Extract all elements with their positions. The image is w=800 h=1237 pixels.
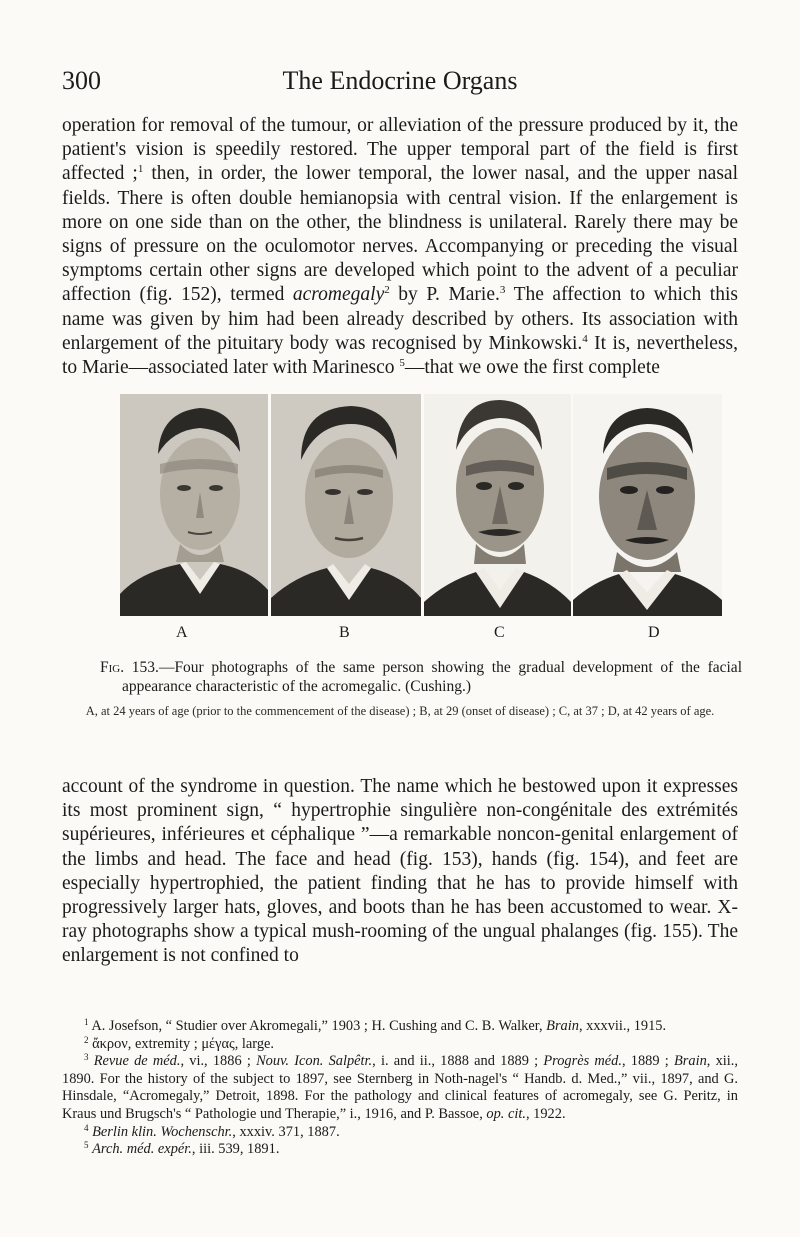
photo-d <box>573 394 722 616</box>
footnote-3 <box>62 1053 738 1123</box>
footnote-ref: 5 <box>399 357 405 370</box>
caption-label: Fig. 153. <box>100 659 159 676</box>
text-run: —that we owe the first complete <box>404 357 660 379</box>
footnote-number: 1 <box>84 1017 89 1027</box>
figure-153-photographs <box>120 394 722 616</box>
footnote-2 <box>62 1036 738 1054</box>
text-run: , xxxvii., 1915. <box>578 1018 667 1034</box>
photo-b <box>271 394 421 616</box>
footnote-1 <box>62 1018 738 1036</box>
panel-letter-b: B <box>339 624 350 641</box>
page-header <box>62 66 738 106</box>
text-run: The affection to which this name was given by him had been already described by others. Its association with enlargement of the pituitary body was recognised by Minkowski. <box>62 284 738 354</box>
panel-letter-a: A <box>176 624 188 641</box>
citation-title: Arch. méd. expér. <box>92 1141 192 1158</box>
footnote-ref: 1 <box>137 163 144 176</box>
text-run: , i. and ii., 1888 and 1889 ; <box>372 1053 544 1070</box>
body-paragraph-1 <box>62 114 738 380</box>
text-run: , xii., 1890. For the history of the subject to 1897, see Sternberg in Noth-nagel's “ Handb. d. Med.,” vii., 1897, and G. Hinsdale, “Acromegaly,” Detroit, 1898. For the pathology and clinical features of acromegaly, see G. Peritz, in Kraus und Brugsch's “ Pathologie und Therapie,” i., 1916, and P. Bassoe, <box>62 1053 738 1122</box>
citation-title: Brain <box>546 1018 579 1034</box>
footnote-number: 5 <box>84 1140 89 1151</box>
caption-text: —Four photographs of the same person showing the gradual development of the facial appearance characteristic of the acromegalic. (Cushing.) <box>122 659 742 695</box>
footnotes <box>62 1018 738 1159</box>
photo-a <box>120 394 268 616</box>
footnote-5 <box>62 1141 738 1159</box>
caption-note: A, at 24 years of age (prior to the commencement of the disease) ; B, at 29 (onset of disease) ; C, at 37 ; D, at 42 years of age. <box>85 704 715 718</box>
panel-letter-c: C <box>494 624 505 641</box>
footnote-number: 4 <box>84 1122 89 1133</box>
text-run: , xxxiv. 371, 1887. <box>232 1123 340 1140</box>
citation-title: Nouv. Icon. Salpêtr. <box>256 1053 373 1070</box>
text-run: then, in order, the lower temporal, the lower nasal, and the upper nasal fields. There is often double hemianopsia with central vision. If the enlargement is more on one side than on the other, the blindness is unilateral. Rarely there may be signs of pressure on the oculomotor nerves. Accompanying or preceding the visual symptoms certain other signs are developed which point to the advent of a peculiar affection (fig. 152), termed <box>62 163 738 306</box>
text-run: It is, nevertheless, to Marie—associated later with Marinesco <box>62 332 738 379</box>
figure-panel-letters <box>120 624 722 648</box>
text-run: , iii. 539, 1891. <box>191 1141 280 1158</box>
figure-caption <box>100 658 742 696</box>
text-run: , 1889 ; <box>621 1053 674 1070</box>
text-run: A. Josefson, “ Studier over Akromegali,” 1903 ; H. Cushing and C. B. Walker, <box>91 1018 547 1034</box>
text-run: operation for removal of the tumour, or alleviation of the pressure produced by it, the patient's vision is speedily restored. The upper temporal part of the field is first affected ; <box>62 115 738 185</box>
greek-word: ἄκρον <box>92 1035 128 1052</box>
footnote-4 <box>62 1124 738 1142</box>
footnote-number: 3 <box>84 1052 89 1063</box>
text-run: by P. Marie. <box>389 284 500 306</box>
citation-title: Revue de méd. <box>93 1053 181 1070</box>
text-run: , extremity ; <box>127 1035 202 1052</box>
page-number: 300 <box>62 66 101 95</box>
body-paragraph-2: account of the syndrome in question. The name which he bestowed upon it expresses its most prominent sign, “ hypertrophie singulière non-congénitale des extrémités supérieures, inférieures et céphalique ”—a remarkable noncon-genital enlargement of the limbs and head. The face and head (fig. 153), hands (fig. 154), and feet are especially hypertrophied, the patient finding that he has to provide himself with progressively larger hats, gloves, and boots than he has been accustomed to wear. X-ray photographs show a typical mush-rooming of the ungual phalanges (fig. 155). The enlargement is not confined to <box>62 776 738 967</box>
footnote-ref: 2 <box>384 284 390 297</box>
footnote-ref: 4 <box>582 332 588 345</box>
text-run: , vi., 1886 ; <box>180 1053 257 1070</box>
greek-word: μέγας <box>201 1035 235 1052</box>
panel-letter-d: D <box>648 624 660 641</box>
citation-title: Brain <box>674 1053 707 1070</box>
text-run: , 1922. <box>525 1105 566 1122</box>
text-run: , large. <box>234 1035 274 1052</box>
footnote-number: 2 <box>84 1034 89 1045</box>
footnote-ref: 3 <box>499 284 506 297</box>
photo-c <box>424 394 571 616</box>
citation-title: Progrès méd. <box>543 1053 622 1070</box>
term-acromegaly: acromegaly <box>292 284 385 306</box>
running-title: The Endocrine Organs <box>282 66 518 95</box>
citation-title: op. cit. <box>486 1105 526 1122</box>
citation-title: Berlin klin. Wochenschr. <box>92 1123 233 1140</box>
